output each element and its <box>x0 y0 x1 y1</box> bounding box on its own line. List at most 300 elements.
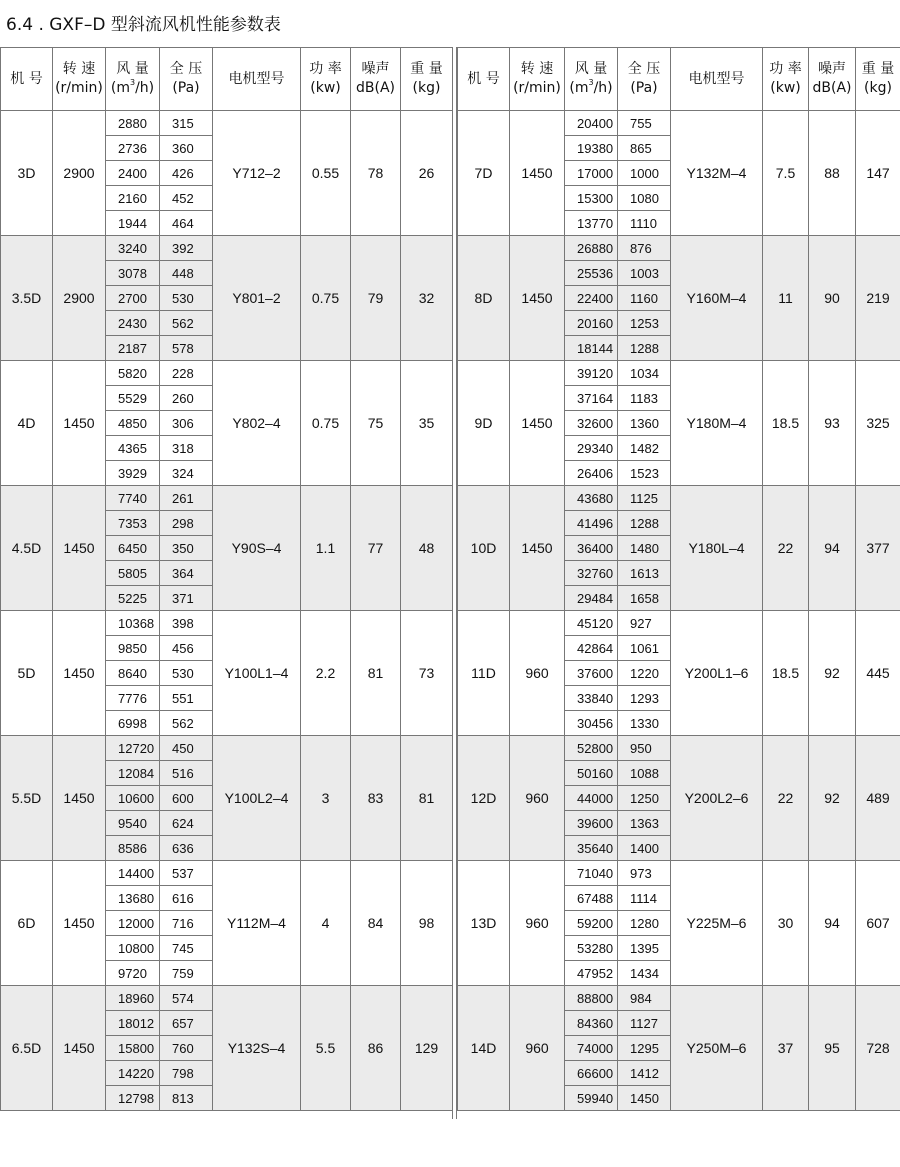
airflow-cell: 30456 <box>565 711 618 736</box>
pressure-cell: 1412 <box>618 1061 671 1086</box>
power-cell: 3 <box>301 736 351 861</box>
pressure-cell: 760 <box>160 1036 213 1061</box>
pressure-cell: 1183 <box>618 386 671 411</box>
airflow-cell: 84360 <box>565 1011 618 1036</box>
airflow-cell: 14220 <box>106 1061 160 1086</box>
pressure-cell: 448 <box>160 261 213 286</box>
weight-cell: 147 <box>856 111 900 236</box>
pressure-cell: 759 <box>160 961 213 986</box>
pressure-cell: 745 <box>160 936 213 961</box>
pressure-cell: 298 <box>160 511 213 536</box>
airflow-cell: 14400 <box>106 861 160 886</box>
airflow-cell: 50160 <box>565 761 618 786</box>
pressure-cell: 315 <box>160 111 213 136</box>
pressure-cell: 1280 <box>618 911 671 936</box>
header-power-label: 功 率 <box>769 61 802 77</box>
power-cell: 18.5 <box>763 361 809 486</box>
airflow-cell: 9720 <box>106 961 160 986</box>
airflow-cell: 3240 <box>106 236 160 261</box>
weight-cell: 35 <box>401 361 453 486</box>
header-model-label: 机 号 <box>10 70 43 87</box>
pressure-cell: 1482 <box>618 436 671 461</box>
pressure-cell: 876 <box>618 236 671 261</box>
weight-cell: 607 <box>856 861 900 986</box>
noise-cell: 88 <box>809 111 856 236</box>
airflow-cell: 41496 <box>565 511 618 536</box>
model-cell: 9D <box>458 361 510 486</box>
airflow-cell: 29484 <box>565 586 618 611</box>
airflow-cell: 13680 <box>106 886 160 911</box>
pressure-cell: 1220 <box>618 661 671 686</box>
speed-cell: 1450 <box>53 986 106 1111</box>
pressure-cell: 1450 <box>618 1086 671 1111</box>
airflow-cell: 2700 <box>106 286 160 311</box>
power-cell: 4 <box>301 861 351 986</box>
header-pressure-label: 全 压 <box>169 61 203 77</box>
power-cell: 11 <box>763 236 809 361</box>
page-title: 6.4 . GXF–D 型斜流风机性能参数表 <box>6 15 281 35</box>
airflow-cell: 4850 <box>106 411 160 436</box>
model-cell: 14D <box>458 986 510 1111</box>
model-cell: 4D <box>1 361 53 486</box>
header-pressure-unit: (Pa) <box>630 80 658 96</box>
pressure-cell: 1000 <box>618 161 671 186</box>
pressure-cell: 1088 <box>618 761 671 786</box>
noise-cell: 92 <box>809 736 856 861</box>
header-pressure <box>160 48 213 111</box>
airflow-cell: 5225 <box>106 586 160 611</box>
header-airflow-unit-sup: 3 <box>129 78 136 87</box>
airflow-cell: 12798 <box>106 1086 160 1111</box>
motor-cell: Y200L1–6 <box>671 611 763 736</box>
airflow-cell: 20400 <box>565 111 618 136</box>
header-weight <box>856 48 900 111</box>
power-cell: 0.75 <box>301 361 351 486</box>
table-row <box>458 611 900 636</box>
noise-cell: 77 <box>351 486 401 611</box>
airflow-cell: 26880 <box>565 236 618 261</box>
airflow-cell: 18960 <box>106 986 160 1011</box>
power-cell: 5.5 <box>301 986 351 1111</box>
pressure-cell: 1658 <box>618 586 671 611</box>
airflow-cell: 8640 <box>106 661 160 686</box>
airflow-cell: 74000 <box>565 1036 618 1061</box>
header-speed-label: 转 速 <box>62 61 96 77</box>
weight-cell: 32 <box>401 236 453 361</box>
airflow-cell: 20160 <box>565 311 618 336</box>
header-motor <box>671 48 763 111</box>
table-row <box>1 611 453 636</box>
header-noise-unit: dB(A) <box>812 80 852 96</box>
pressure-cell: 1160 <box>618 286 671 311</box>
pressure-cell: 813 <box>160 1086 213 1111</box>
pressure-cell: 865 <box>618 136 671 161</box>
speed-cell: 1450 <box>53 486 106 611</box>
airflow-cell: 2736 <box>106 136 160 161</box>
noise-cell: 93 <box>809 361 856 486</box>
pressure-cell: 392 <box>160 236 213 261</box>
pressure-cell: 1400 <box>618 836 671 861</box>
pressure-cell: 950 <box>618 736 671 761</box>
header-weight-label: 重 量 <box>861 61 895 77</box>
airflow-cell: 52800 <box>565 736 618 761</box>
header-noise <box>351 48 401 111</box>
motor-cell: Y90S–4 <box>213 486 301 611</box>
speed-cell: 1450 <box>510 111 565 236</box>
header-row <box>1 48 453 111</box>
motor-cell: Y225M–6 <box>671 861 763 986</box>
airflow-cell: 36400 <box>565 536 618 561</box>
header-noise-label: 噪声 <box>818 61 846 77</box>
pressure-cell: 562 <box>160 311 213 336</box>
pressure-cell: 578 <box>160 336 213 361</box>
airflow-cell: 66600 <box>565 1061 618 1086</box>
noise-cell: 79 <box>351 236 401 361</box>
header-power-unit: (kw) <box>310 80 341 96</box>
airflow-cell: 53280 <box>565 936 618 961</box>
header-pressure-label: 全 压 <box>627 61 661 77</box>
airflow-cell: 12720 <box>106 736 160 761</box>
weight-cell: 73 <box>401 611 453 736</box>
power-cell: 0.75 <box>301 236 351 361</box>
pressure-cell: 927 <box>618 611 671 636</box>
model-cell: 5.5D <box>1 736 53 861</box>
pressure-cell: 530 <box>160 286 213 311</box>
weight-cell: 445 <box>856 611 900 736</box>
pressure-cell: 1114 <box>618 886 671 911</box>
power-cell: 18.5 <box>763 611 809 736</box>
airflow-cell: 9540 <box>106 811 160 836</box>
airflow-cell: 15800 <box>106 1036 160 1061</box>
airflow-cell: 10800 <box>106 936 160 961</box>
pressure-cell: 364 <box>160 561 213 586</box>
pressure-cell: 1523 <box>618 461 671 486</box>
header-weight-unit: (kg) <box>864 80 892 96</box>
noise-cell: 84 <box>351 861 401 986</box>
table-row <box>458 486 900 511</box>
pressure-cell: 1080 <box>618 186 671 211</box>
motor-cell: Y132S–4 <box>213 986 301 1111</box>
header-airflow <box>106 48 160 111</box>
pressure-cell: 716 <box>160 911 213 936</box>
header-power <box>763 48 809 111</box>
airflow-cell: 6998 <box>106 711 160 736</box>
header-noise-unit: dB(A) <box>356 80 395 96</box>
motor-cell: Y180M–4 <box>671 361 763 486</box>
airflow-cell: 3929 <box>106 461 160 486</box>
power-cell: 0.55 <box>301 111 351 236</box>
airflow-cell: 7740 <box>106 486 160 511</box>
pressure-cell: 324 <box>160 461 213 486</box>
speed-cell: 960 <box>510 611 565 736</box>
header-pressure-unit: (Pa) <box>172 80 200 96</box>
airflow-cell: 5820 <box>106 361 160 386</box>
weight-cell: 219 <box>856 236 900 361</box>
table-row <box>458 361 900 386</box>
pressure-cell: 574 <box>160 986 213 1011</box>
header-speed <box>53 48 106 111</box>
model-cell: 7D <box>458 111 510 236</box>
header-airflow-unit: (m <box>569 80 589 96</box>
power-cell: 2.2 <box>301 611 351 736</box>
weight-cell: 98 <box>401 861 453 986</box>
table-row <box>1 486 453 511</box>
motor-cell: Y712–2 <box>213 111 301 236</box>
pressure-cell: 360 <box>160 136 213 161</box>
pressure-cell: 1434 <box>618 961 671 986</box>
airflow-cell: 5529 <box>106 386 160 411</box>
model-cell: 3.5D <box>1 236 53 361</box>
power-cell: 30 <box>763 861 809 986</box>
pressure-cell: 1253 <box>618 311 671 336</box>
power-cell: 1.1 <box>301 486 351 611</box>
airflow-cell: 43680 <box>565 486 618 511</box>
airflow-cell: 6450 <box>106 536 160 561</box>
speed-cell: 1450 <box>510 486 565 611</box>
airflow-cell: 10368 <box>106 611 160 636</box>
airflow-cell: 45120 <box>565 611 618 636</box>
table-row <box>1 361 453 386</box>
airflow-cell: 10600 <box>106 786 160 811</box>
table-row <box>1 111 453 136</box>
speed-cell: 960 <box>510 986 565 1111</box>
header-speed-label: 转 速 <box>520 61 554 77</box>
header-model <box>1 48 53 111</box>
airflow-cell: 5805 <box>106 561 160 586</box>
pressure-cell: 464 <box>160 211 213 236</box>
header-row <box>458 48 900 111</box>
pressure-cell: 624 <box>160 811 213 836</box>
pressure-cell: 426 <box>160 161 213 186</box>
pressure-cell: 1395 <box>618 936 671 961</box>
header-airflow-unit-end: /h) <box>593 80 613 96</box>
airflow-cell: 9850 <box>106 636 160 661</box>
noise-cell: 83 <box>351 736 401 861</box>
airflow-cell: 39600 <box>565 811 618 836</box>
pressure-cell: 1250 <box>618 786 671 811</box>
pressure-cell: 456 <box>160 636 213 661</box>
table-left-half <box>0 47 452 1111</box>
airflow-cell: 33840 <box>565 686 618 711</box>
airflow-cell: 4365 <box>106 436 160 461</box>
airflow-cell: 44000 <box>565 786 618 811</box>
noise-cell: 86 <box>351 986 401 1111</box>
model-cell: 3D <box>1 111 53 236</box>
table-row <box>1 736 453 761</box>
weight-cell: 325 <box>856 361 900 486</box>
pressure-cell: 1003 <box>618 261 671 286</box>
header-power-label: 功 率 <box>309 61 342 77</box>
motor-cell: Y100L2–4 <box>213 736 301 861</box>
table-right-half <box>457 47 900 1111</box>
airflow-cell: 32760 <box>565 561 618 586</box>
header-weight-unit: (kg) <box>412 80 441 96</box>
noise-cell: 94 <box>809 861 856 986</box>
table-row <box>1 986 453 1011</box>
noise-cell: 75 <box>351 361 401 486</box>
pressure-cell: 261 <box>160 486 213 511</box>
speed-cell: 960 <box>510 861 565 986</box>
motor-cell: Y250M–6 <box>671 986 763 1111</box>
header-weight-label: 重 量 <box>410 61 443 77</box>
weight-cell: 26 <box>401 111 453 236</box>
pressure-cell: 562 <box>160 711 213 736</box>
table-row <box>458 986 900 1011</box>
pressure-cell: 452 <box>160 186 213 211</box>
pressure-cell: 600 <box>160 786 213 811</box>
airflow-cell: 42864 <box>565 636 618 661</box>
airflow-cell: 19380 <box>565 136 618 161</box>
header-airflow-label: 风 量 <box>574 61 608 77</box>
header-power-unit: (kw) <box>770 80 801 96</box>
header-noise-label: 噪声 <box>361 61 390 77</box>
header-airflow-label: 风 量 <box>116 61 149 77</box>
pressure-cell: 1295 <box>618 1036 671 1061</box>
airflow-cell: 88800 <box>565 986 618 1011</box>
motor-cell: Y132M–4 <box>671 111 763 236</box>
airflow-cell: 29340 <box>565 436 618 461</box>
speed-cell: 1450 <box>510 236 565 361</box>
pressure-cell: 530 <box>160 661 213 686</box>
airflow-cell: 67488 <box>565 886 618 911</box>
pressure-cell: 798 <box>160 1061 213 1086</box>
pressure-cell: 1288 <box>618 336 671 361</box>
model-cell: 12D <box>458 736 510 861</box>
airflow-cell: 37600 <box>565 661 618 686</box>
noise-cell: 94 <box>809 486 856 611</box>
pressure-cell: 1613 <box>618 561 671 586</box>
speed-cell: 1450 <box>53 611 106 736</box>
noise-cell: 90 <box>809 236 856 361</box>
speed-cell: 2900 <box>53 236 106 361</box>
header-speed-unit: (r/min) <box>513 80 561 96</box>
speed-cell: 1450 <box>53 361 106 486</box>
pressure-cell: 1034 <box>618 361 671 386</box>
table-row <box>458 736 900 761</box>
spec-table-right <box>457 47 900 1111</box>
pressure-cell: 371 <box>160 586 213 611</box>
pressure-cell: 1360 <box>618 411 671 436</box>
airflow-cell: 18012 <box>106 1011 160 1036</box>
motor-cell: Y801–2 <box>213 236 301 361</box>
pressure-cell: 984 <box>618 986 671 1011</box>
airflow-cell: 12084 <box>106 761 160 786</box>
weight-cell: 728 <box>856 986 900 1111</box>
model-cell: 5D <box>1 611 53 736</box>
header-model-label: 机 号 <box>467 70 500 87</box>
pressure-cell: 1125 <box>618 486 671 511</box>
airflow-cell: 12000 <box>106 911 160 936</box>
pressure-cell: 350 <box>160 536 213 561</box>
pressure-cell: 973 <box>618 861 671 886</box>
power-cell: 22 <box>763 486 809 611</box>
pressure-cell: 1293 <box>618 686 671 711</box>
pressure-cell: 636 <box>160 836 213 861</box>
speed-cell: 1450 <box>53 861 106 986</box>
model-cell: 10D <box>458 486 510 611</box>
pressure-cell: 551 <box>160 686 213 711</box>
airflow-cell: 7353 <box>106 511 160 536</box>
pressure-cell: 537 <box>160 861 213 886</box>
noise-cell: 92 <box>809 611 856 736</box>
motor-cell: Y112M–4 <box>213 861 301 986</box>
header-motor-label: 电机型号 <box>688 70 745 87</box>
pressure-cell: 1127 <box>618 1011 671 1036</box>
motor-cell: Y100L1–4 <box>213 611 301 736</box>
model-cell: 13D <box>458 861 510 986</box>
speed-cell: 1450 <box>53 736 106 861</box>
airflow-cell: 37164 <box>565 386 618 411</box>
header-model <box>458 48 510 111</box>
header-pressure <box>618 48 671 111</box>
airflow-cell: 2880 <box>106 111 160 136</box>
spec-table-left <box>0 47 453 1111</box>
header-weight <box>401 48 453 111</box>
model-cell: 8D <box>458 236 510 361</box>
noise-cell: 78 <box>351 111 401 236</box>
pressure-cell: 1330 <box>618 711 671 736</box>
airflow-cell: 2430 <box>106 311 160 336</box>
power-cell: 22 <box>763 736 809 861</box>
airflow-cell: 2187 <box>106 336 160 361</box>
weight-cell: 377 <box>856 486 900 611</box>
airflow-cell: 2400 <box>106 161 160 186</box>
noise-cell: 95 <box>809 986 856 1111</box>
pressure-cell: 306 <box>160 411 213 436</box>
pressure-cell: 260 <box>160 386 213 411</box>
pressure-cell: 1480 <box>618 536 671 561</box>
power-cell: 37 <box>763 986 809 1111</box>
airflow-cell: 2160 <box>106 186 160 211</box>
airflow-cell: 25536 <box>565 261 618 286</box>
weight-cell: 129 <box>401 986 453 1111</box>
weight-cell: 489 <box>856 736 900 861</box>
model-cell: 6D <box>1 861 53 986</box>
airflow-cell: 17000 <box>565 161 618 186</box>
motor-cell: Y802–4 <box>213 361 301 486</box>
table-row <box>1 236 453 261</box>
airflow-cell: 18144 <box>565 336 618 361</box>
pressure-cell: 318 <box>160 436 213 461</box>
header-airflow-unit-sup: 3 <box>588 78 594 87</box>
pressure-cell: 228 <box>160 361 213 386</box>
model-cell: 11D <box>458 611 510 736</box>
pressure-cell: 1061 <box>618 636 671 661</box>
header-speed <box>510 48 565 111</box>
airflow-cell: 13770 <box>565 211 618 236</box>
airflow-cell: 8586 <box>106 836 160 861</box>
pressure-cell: 450 <box>160 736 213 761</box>
airflow-cell: 59940 <box>565 1086 618 1111</box>
speed-cell: 960 <box>510 736 565 861</box>
power-cell: 7.5 <box>763 111 809 236</box>
motor-cell: Y200L2–6 <box>671 736 763 861</box>
header-motor-label: 电机型号 <box>228 70 285 87</box>
model-cell: 6.5D <box>1 986 53 1111</box>
airflow-cell: 35640 <box>565 836 618 861</box>
speed-cell: 2900 <box>53 111 106 236</box>
model-cell: 4.5D <box>1 486 53 611</box>
table-row <box>458 861 900 886</box>
pressure-cell: 755 <box>618 111 671 136</box>
airflow-cell: 1944 <box>106 211 160 236</box>
table-row <box>458 236 900 261</box>
weight-cell: 81 <box>401 736 453 861</box>
airflow-cell: 59200 <box>565 911 618 936</box>
motor-cell: Y160M–4 <box>671 236 763 361</box>
weight-cell: 48 <box>401 486 453 611</box>
motor-cell: Y180L–4 <box>671 486 763 611</box>
